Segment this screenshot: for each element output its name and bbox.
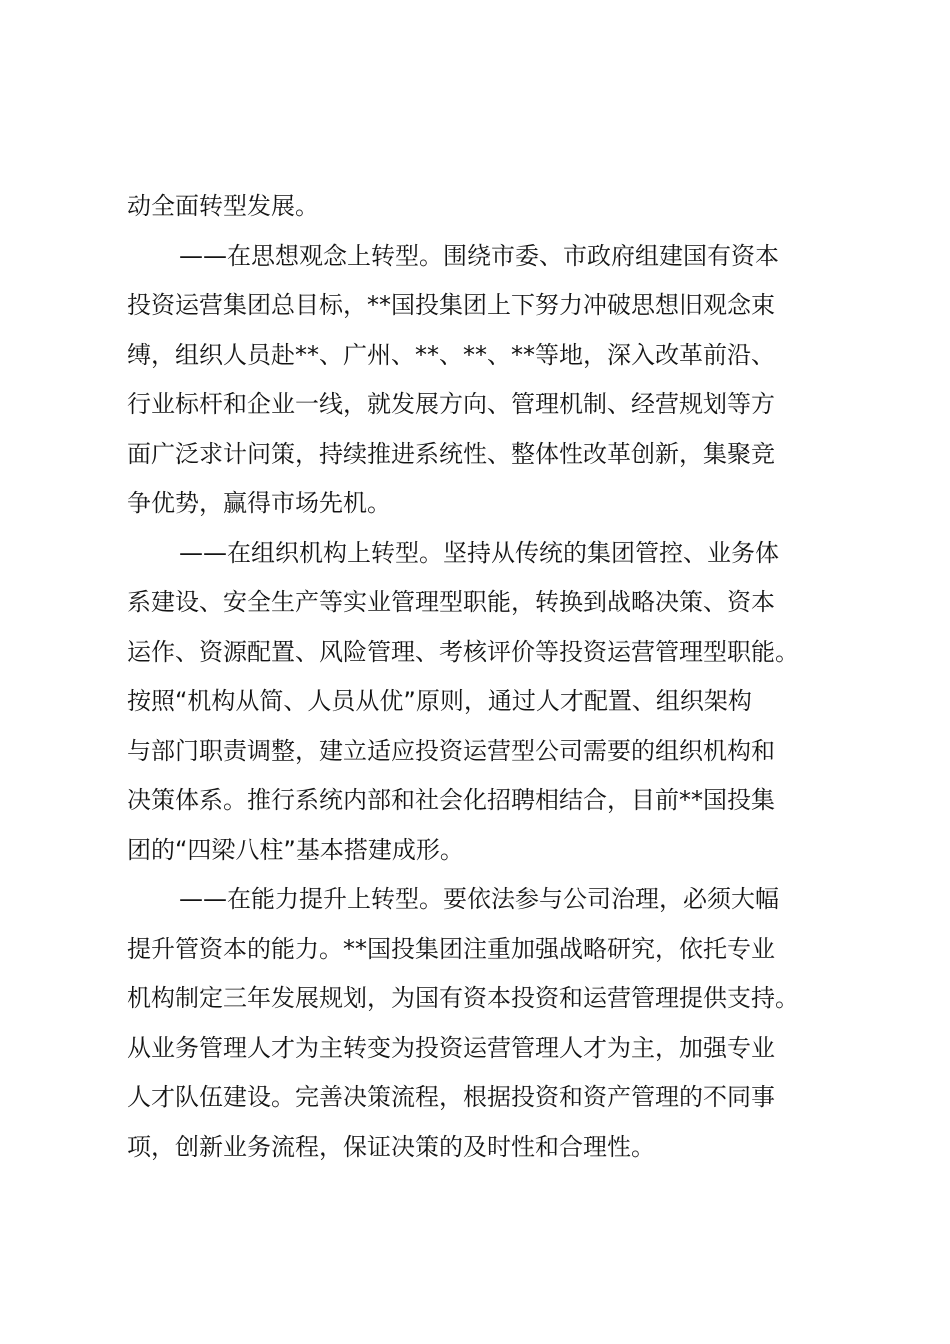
text-line: 项，创新业务流程，保证决策的及时性和合理性。 <box>127 1132 655 1161</box>
text-line: 投资运营集团总目标，**国投集团上下努力冲破思想旧观念束 <box>127 291 775 319</box>
paragraph-start-organization-transformation: ——在组织机构上转型。坚持从传统的集团管控、业务体 <box>179 538 779 567</box>
text-line: 与部门职责调整，建立适应投资运营型公司需要的组织机构和 <box>127 736 775 765</box>
text-line: 运作、资源配置、风险管理、考核评价等投资运营管理型职能。 <box>127 637 799 666</box>
text-line: 缚，组织人员赴**、广州、**、**、**等地，深入改革前沿、 <box>127 340 775 369</box>
text-line: 系建设、安全生产等实业管理型职能，转换到战略决策、资本 <box>127 588 775 616</box>
text-line: 团的“四梁八柱”基本搭建成形。 <box>127 835 464 864</box>
text-line: 争优势，赢得市场先机。 <box>127 489 391 517</box>
text-line: 从业务管理人才为主转变为投资运营管理人才为主，加强专业 <box>127 1033 775 1062</box>
text-line: 提升管资本的能力。**国投集团注重加强战略研究，依托专业 <box>127 934 775 963</box>
body-text <box>127 182 847 1172</box>
text-line: 动全面转型发展。 <box>127 192 319 220</box>
paragraph-start-capability-transformation: ——在能力提升上转型。要依法参与公司治理，必须大幅 <box>179 885 779 913</box>
text-line: 行业标杆和企业一线，就发展方向、管理机制、经营规划等方 <box>127 390 775 418</box>
text-line: 面广泛求计问策，持续推进系统性、整体性改革创新，集聚竞 <box>127 439 775 468</box>
text-line: 按照“机构从简、人员从优”原则，通过人才配置、组织架构 <box>127 687 752 715</box>
text-line: 决策体系。推行系统内部和社会化招聘相结合，目前**国投集 <box>127 786 775 814</box>
text-line: 人才队伍建设。完善决策流程，根据投资和资产管理的不同事 <box>127 1083 775 1111</box>
paragraph-start-thought-transformation: ——在思想观念上转型。围绕市委、市政府组建国有资本 <box>179 241 779 270</box>
text-line: 机构制定三年发展规划，为国有资本投资和运营管理提供支持。 <box>127 984 799 1012</box>
